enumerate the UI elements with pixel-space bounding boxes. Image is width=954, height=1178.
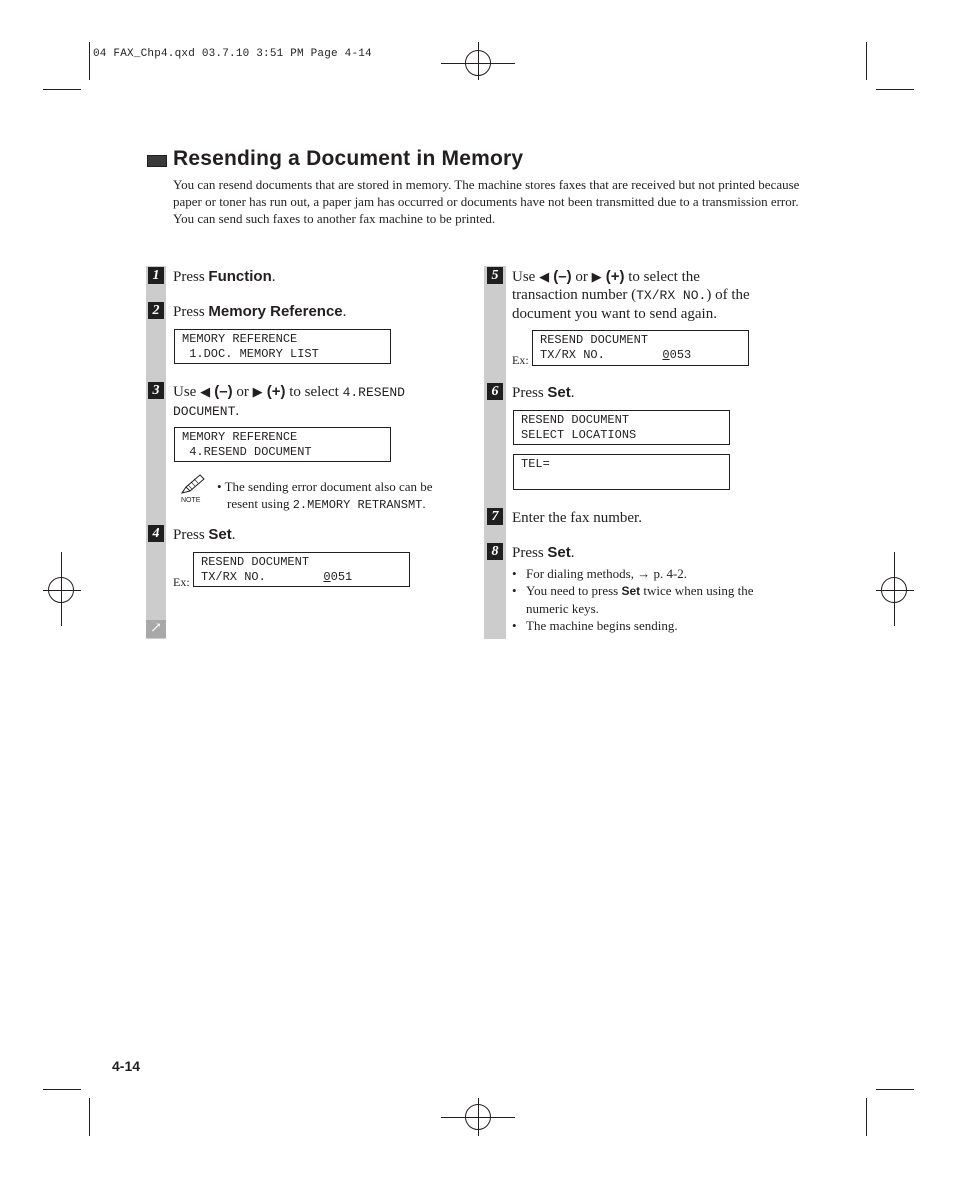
crop-mark xyxy=(876,89,914,90)
step-number: 1 xyxy=(148,267,164,284)
page-title: Resending a Document in Memory xyxy=(173,147,524,170)
left-arrow-icon: ◀ xyxy=(539,269,550,284)
crop-mark xyxy=(89,1098,90,1136)
intro-text xyxy=(173,176,813,227)
example-label: Ex: xyxy=(173,575,190,589)
note-pencil-icon xyxy=(180,473,206,497)
registration-mark-icon xyxy=(61,552,62,626)
lcd-display: MEMORY REFERENCE 1.DOC. MEMORY LIST xyxy=(174,329,391,364)
left-step-bar xyxy=(146,266,166,639)
continued-arrow-icon: ↗ xyxy=(146,620,166,638)
crop-mark xyxy=(43,1089,81,1090)
function-key: Function xyxy=(208,268,272,285)
step-5-text: Use ◀ (–) or ▶ (+) to select the transaction number (TX/RX NO.) of the document you want to send again. xyxy=(512,268,750,322)
step-number: 4 xyxy=(148,525,164,542)
step-4-text: Press Set. xyxy=(173,526,236,543)
set-key: Set xyxy=(547,544,571,561)
step-number: 3 xyxy=(148,382,164,399)
step-3-text: Use ◀ (–) or ▶ (+) to select 4.RESEND DOCUMENT. xyxy=(173,383,405,419)
intro-paragraph: You can send such faxes to another fax machine to be printed. xyxy=(173,211,496,226)
crop-mark xyxy=(43,89,81,90)
crop-mark xyxy=(89,42,90,80)
list-item: • The machine begins sending. xyxy=(512,617,812,634)
page-number: 4-14 xyxy=(112,1058,141,1074)
list-item: • You need to press Set twice when using the numeric keys. xyxy=(512,582,812,617)
lcd-display: TEL= xyxy=(513,454,730,490)
note-text xyxy=(217,478,467,514)
intro-paragraph: You can resend documents that are stored in memory. The machine stores faxes that are received but not printed because paper or toner has run out, a paper jam has occurred or documents have not been transmitted due to a transmission error. xyxy=(173,177,800,209)
lcd-display: MEMORY REFERENCE 4.RESEND DOCUMENT xyxy=(174,427,391,462)
lcd-display: RESEND DOCUMENT SELECT LOCATIONS xyxy=(513,410,730,445)
step-8-text: Press Set. xyxy=(512,544,575,561)
registration-mark-icon xyxy=(478,1098,479,1136)
crop-mark xyxy=(866,42,867,80)
set-key: Set xyxy=(208,526,232,543)
note-line: resent using 2.MEMORY RETRANSMT. xyxy=(227,496,426,512)
crop-mark xyxy=(876,1089,914,1090)
lcd-cursor: 0 xyxy=(323,570,331,584)
right-step-bar xyxy=(484,266,506,639)
right-arrow-icon: ▶ xyxy=(252,384,263,399)
registration-mark-icon xyxy=(894,552,895,626)
memory-reference-key: Memory Reference xyxy=(208,303,343,320)
step-number: 6 xyxy=(487,383,503,400)
example-label: Ex: xyxy=(512,353,529,367)
lcd-display: RESEND DOCUMENT TX/RX NO. 0053 xyxy=(532,330,749,366)
section-marker-icon xyxy=(147,155,167,167)
step-1-text: Press Function. xyxy=(173,268,276,285)
lcd-cursor: 0 xyxy=(662,348,670,362)
registration-mark-icon xyxy=(478,42,479,80)
step-7-text: Enter the fax number. xyxy=(512,510,642,526)
right-arrow-icon: ▶ xyxy=(591,269,602,284)
step-2-text: Press Memory Reference. xyxy=(173,303,347,320)
step-8-bullets xyxy=(512,565,812,634)
step-6-text: Press Set. xyxy=(512,384,575,401)
registration-mark-icon xyxy=(43,590,81,591)
list-item: • For dialing methods, → p. 4-2. xyxy=(512,565,812,582)
lcd-display: RESEND DOCUMENT TX/RX NO. 0051 xyxy=(193,552,410,587)
step-number: 8 xyxy=(487,543,503,560)
registration-mark-icon xyxy=(876,590,914,591)
print-slug: 04 FAX_Chp4.qxd 03.7.10 3:51 PM Page 4-14 xyxy=(93,48,372,60)
set-key: Set xyxy=(547,384,571,401)
step-number: 7 xyxy=(487,508,503,525)
step-number: 2 xyxy=(148,302,164,319)
step-number: 5 xyxy=(487,267,503,284)
note-label: NOTE xyxy=(181,497,201,504)
crop-mark xyxy=(866,1098,867,1136)
left-arrow-icon: ◀ xyxy=(200,384,211,399)
note-line: • The sending error document also can be xyxy=(217,479,433,494)
